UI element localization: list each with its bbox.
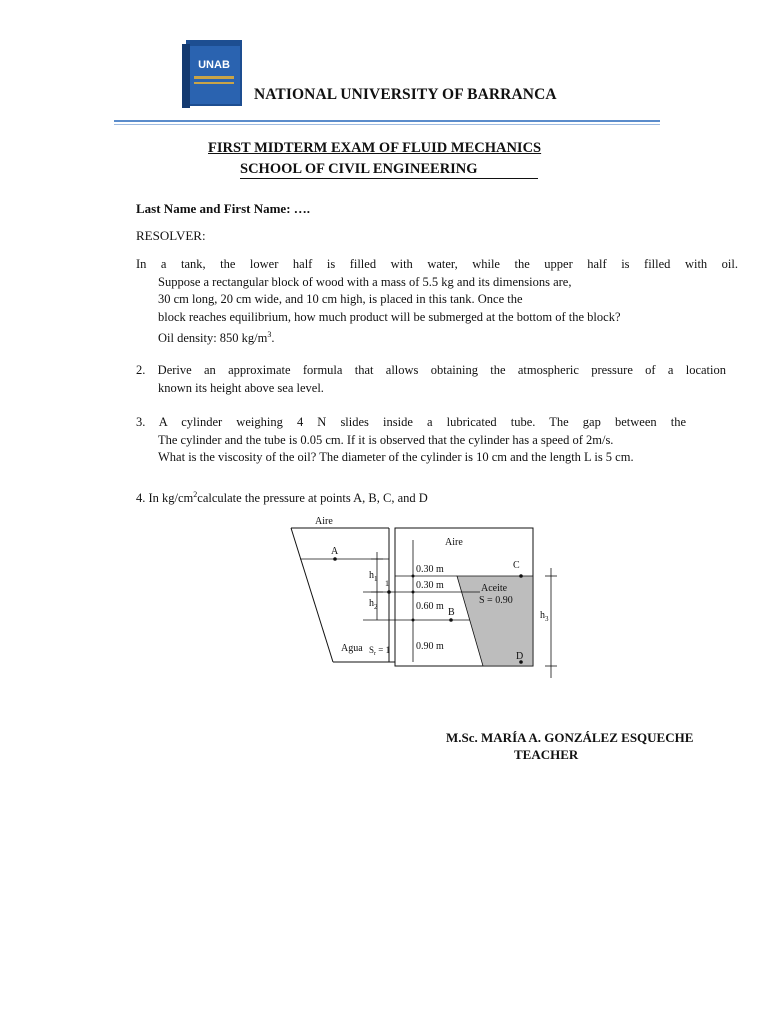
point-c-dot	[519, 574, 523, 578]
university-logo	[180, 38, 244, 110]
dim-dot-2	[412, 591, 415, 594]
question-3-line-3: What is the viscosity of the oil? The diameter of the cylinder is 10 cm and the length L is 5 cm.	[158, 450, 634, 464]
question-1-line-5	[136, 326, 738, 348]
label-mark-1: 1	[385, 579, 389, 588]
water-label: Agua	[341, 643, 363, 654]
question-1-line-2: Suppose a rectangular block of wood with a mass of 5.5 kg and its dimensions are,	[158, 274, 572, 289]
question-4-text: calculate the pressure at points A, B, C, and D	[197, 491, 428, 506]
label-h3: $h_3$	[540, 610, 549, 623]
exam-title: FIRST MIDTERM EXAM OF FLUID MECHANICS	[208, 140, 542, 156]
teacher-role: TEACHER	[514, 747, 579, 762]
water-gravity: $S_r = 1$	[369, 645, 391, 657]
question-2-line-2: known its height above sea level.	[158, 380, 324, 395]
point-b-dot	[449, 618, 453, 622]
dim-030-a: 0.30 m	[416, 564, 444, 575]
dim-090: 0.90 m	[416, 641, 444, 652]
oil-density-text: Oil density: 850 kg/m	[158, 331, 268, 346]
dim-dot-3	[412, 619, 415, 622]
teacher-name: M.Sc. MARÍA A. GONZÁLEZ ESQUECHE	[446, 730, 694, 745]
instructions-label: RESOLVER:	[136, 228, 206, 243]
university-title: NATIONAL UNIVERSITY OF BARRANCA	[254, 86, 557, 103]
question-3-line-1: 3. A cylinder weighing 4 N slides inside a lubricated tube. The gap between the	[136, 415, 686, 429]
label-c: C	[513, 560, 520, 571]
tank-diagram	[285, 512, 570, 682]
question-1	[136, 256, 738, 348]
question-4-prefix: 4. In kg/cm	[136, 491, 194, 506]
label-h2: $h_2$	[369, 598, 378, 611]
point-a-dot	[333, 557, 337, 561]
school-title: SCHOOL OF CIVIL ENGINEERING	[240, 161, 478, 177]
header-divider	[114, 120, 660, 122]
oil-gravity: S = 0.90	[479, 595, 513, 606]
dim-030-b: 0.30 m	[416, 580, 444, 591]
label-d: D	[516, 651, 524, 662]
label-a: A	[331, 546, 339, 557]
question-4	[136, 486, 536, 508]
question-4-exponent: 2	[193, 490, 198, 499]
question-1-line-1: In a tank, the lower half is filled with water, while the upper half is filled with oil.	[136, 257, 738, 271]
oil-density-period: .	[271, 331, 275, 346]
question-1-line-4: block reaches equilibrium, how much product will be submerged at the bottom of the block?	[158, 309, 621, 324]
question-2-line-1: 2. Derive an approximate formula that allows obtaining the atmospheric pressure of a location	[136, 363, 726, 377]
oil-label: Aceite	[481, 583, 508, 594]
dim-dot-1	[412, 575, 415, 578]
left-tank-wall	[291, 528, 333, 662]
question-3-line-2: The cylinder and the tube is 0.05 cm. If it is observed that the cylinder has a speed of 2m/s.	[158, 432, 614, 447]
label-aire-right: Aire	[445, 537, 463, 548]
oil-density-exponent: 3	[267, 330, 272, 339]
dim-060: 0.60 m	[416, 601, 444, 612]
question-1-line-3: 30 cm long, 20 cm wide, and 10 cm high, is placed in this tank. Once the	[158, 292, 523, 306]
student-name-label: Last Name and First Name: ….	[136, 201, 311, 216]
logo-text: UNAB	[198, 59, 230, 71]
header-divider-light	[114, 124, 660, 125]
question-2	[136, 362, 726, 397]
label-aire-left: Aire	[315, 516, 333, 527]
school-underline	[240, 178, 538, 179]
point-1-dot	[387, 590, 391, 594]
label-b: B	[448, 607, 455, 618]
question-3	[136, 414, 686, 467]
label-h1: $h_1$	[369, 570, 378, 583]
